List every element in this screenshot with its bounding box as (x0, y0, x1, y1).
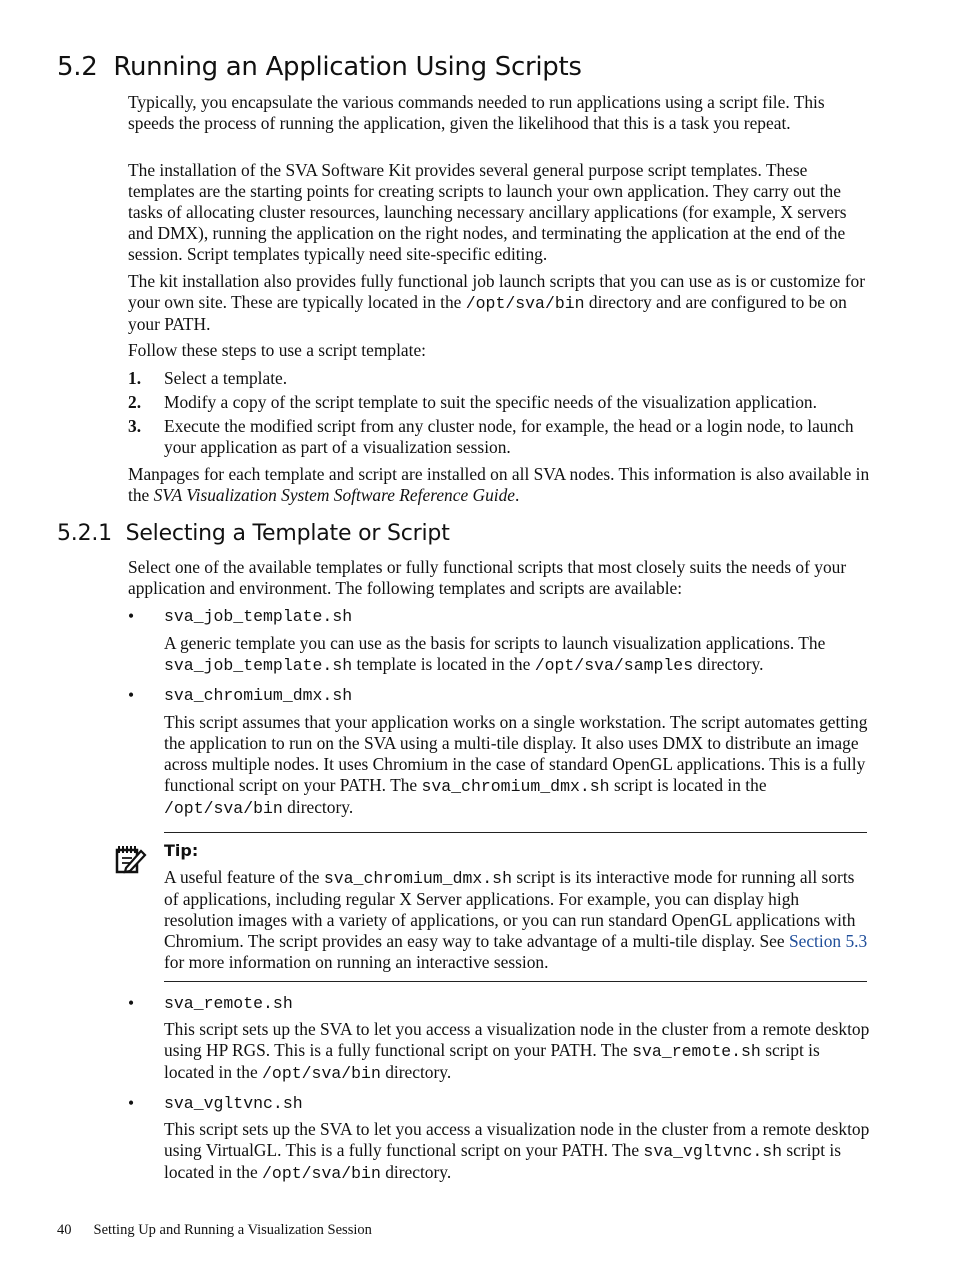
page-footer (57, 1222, 372, 1239)
bullet: • (128, 1093, 135, 1113)
script-name: sva_chromium_dmx.sh (164, 686, 353, 705)
tip-text: A useful feature of the sva_chromium_dmx.sh script is its interactive mode for running all sorts of applications, including regular X Server applications. For example, you can display high resolution images with a variety of applications, or you can run standard OpenGL applications with Chromium. The script provides an easy way to take advantage of a multi-tile display. See Section 5.3 for more information on running an interactive session. (164, 867, 868, 972)
tip-bottom-rule (164, 981, 867, 982)
paragraph-steps-intro: Follow these steps to use a script template: (128, 340, 427, 360)
subsection-title: Selecting a Template or Script (125, 521, 450, 546)
bullet: • (128, 993, 135, 1013)
step-number: 2. (128, 392, 142, 412)
paragraph-templates: The installation of the SVA Software Kit provides several general purpose script templates. These templates are the starting points for creating scripts to launch your own application. They carry out the tasks of allocating cluster resources, launching necessary ancillary applications (for example, X servers and DMX), running the application on the right nodes, and terminating the application at the end of the session. Script templates typically need site-specific editing. (128, 160, 847, 264)
script-name: sva_vgltvnc.sh (164, 1094, 303, 1113)
step-text: Modify a copy of the script template to suit the specific needs of the visualization application. (164, 392, 817, 412)
section-heading (57, 52, 582, 82)
script-description: This script assumes that your application works on a single workstation. The script automates getting the application to run on the SVA using a multi-tile display. It also uses DMX to distribute an image across multiple nodes. It uses Chromium in the case of standard OpenGL applications. This is a fully functional script on your PATH. The sva_chromium_dmx.sh script is located in the /opt/sva/bin directory. (164, 712, 868, 818)
chapter-title: Setting Up and Running a Visualization Session (93, 1222, 372, 1238)
step-number: 3. (128, 416, 142, 436)
script-name: sva_job_template.sh (164, 607, 353, 626)
subsection-heading (57, 521, 450, 546)
page-number: 40 (57, 1222, 72, 1238)
section-number: 5.2 (57, 52, 98, 82)
script-description: This script sets up the SVA to let you access a visualization node in the cluster from a remote desktop using HP RGS. This is a fully functional script on your PATH. The sva_remote.sh script is located in the /opt/sva/bin directory. (164, 1019, 870, 1083)
paragraph-selecting-intro: Select one of the available templates or fully functional scripts that most closely suits the needs of your application and environment. The following templates and scripts are available: (128, 557, 847, 598)
bullet: • (128, 606, 135, 626)
tip-top-rule (164, 832, 867, 833)
script-name: sva_remote.sh (164, 994, 293, 1013)
section-title: Running an Application Using Scripts (113, 52, 582, 82)
paragraph-launch-scripts: The kit installation also provides fully functional job launch scripts that you can use as is or customize for your own site. These are typically located in the /opt/sva/bin directory and are configured to be on your PATH. (128, 271, 866, 334)
subsection-number: 5.2.1 (57, 521, 112, 546)
step-number: 1. (128, 368, 142, 388)
step-text: Execute the modified script from any cluster node, for example, the head or a login node, to launch your application as part of a visualization session. (164, 416, 854, 457)
section-link[interactable]: Section 5.3 (788, 931, 868, 951)
script-description: This script sets up the SVA to let you access a visualization node in the cluster from a remote desktop using VirtualGL. This is a fully functional script on your PATH. The sva_vgltvnc.sh script is located in the /opt/sva/bin directory. (164, 1119, 870, 1183)
guide-title: SVA Visualization System Software Reference Guide (153, 485, 516, 505)
script-description: A generic template you can use as the basis for scripts to launch visualization applications. The sva_job_template.sh template is located in the /opt/sva/samples directory. (164, 633, 826, 675)
paragraph-manpages: Manpages for each template and script are installed on all SVA nodes. This information is also available in the SVA Visualization System Software Reference Guide. (128, 464, 870, 505)
paragraph-intro: Typically, you encapsulate the various commands needed to run applications using a script file. This speeds the process of running the application, given the likelihood that this is a task you repeat. (128, 92, 825, 133)
tip-label: Tip: (164, 841, 199, 860)
notepad-pencil-icon (113, 843, 147, 875)
bullet: • (128, 685, 135, 705)
code-path: /opt/sva/bin (465, 294, 585, 313)
step-text: Select a template. (164, 368, 288, 388)
